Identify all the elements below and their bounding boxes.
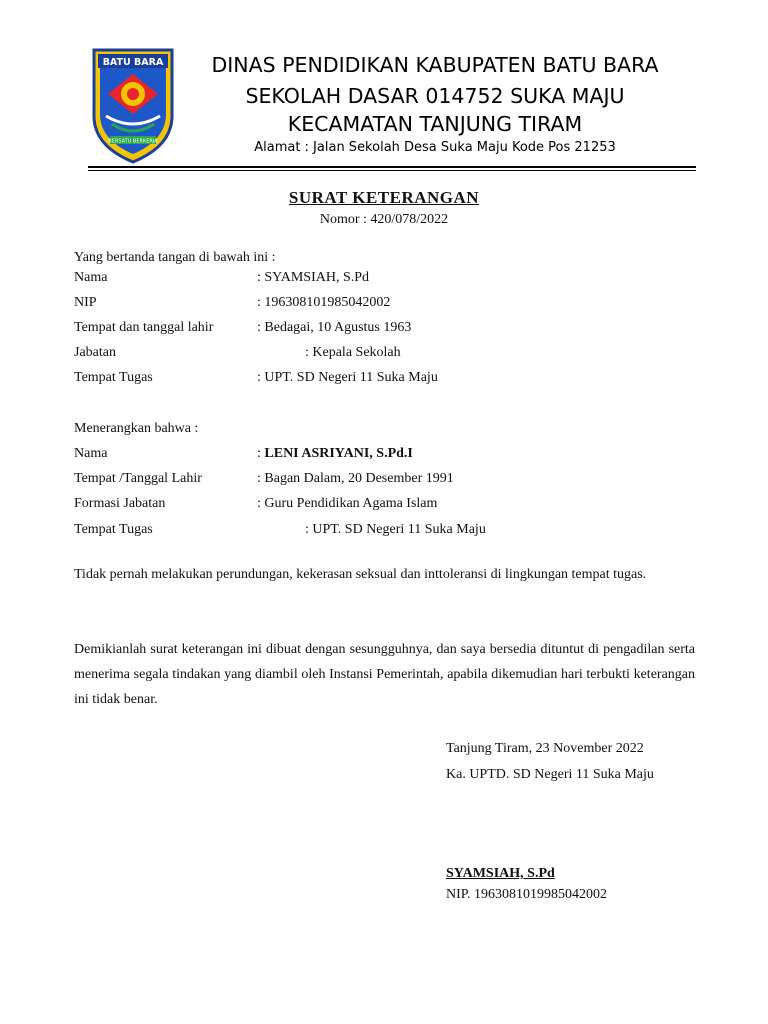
school-name: SEKOLAH DASAR 014752 SUKA MAJU xyxy=(245,84,625,108)
letter-number: Nomor : 420/078/2022 xyxy=(319,212,449,227)
intro-text: Yang bertanda tangan di bawah ini : xyxy=(74,250,276,265)
subject-workplace-label: Tempat Tugas xyxy=(74,522,153,537)
subject-name-value xyxy=(257,446,413,462)
subject-position-label: Formasi Jabatan xyxy=(74,496,166,511)
signer-nip-label: NIP xyxy=(74,295,97,310)
signer-nip-value: : 196308101985042002 xyxy=(257,295,391,310)
subject-name-colon: : xyxy=(257,446,265,461)
logo-text: BATU BARA xyxy=(102,57,164,68)
signature-position: Ka. UPTD. SD Negeri 11 Suka Maju xyxy=(446,767,654,782)
closing-paragraph: Demikianlah surat keterangan ini dibuat dengan sesungguhnya, dan saya bersedia dituntut di pengadilan serta menerima segala tindakan yang diambil oleh Instansi Pemerintah, apabila dikemudian hari terbukti keterangan ini tidak benar. xyxy=(74,642,695,707)
letter-title: SURAT KETERANGAN xyxy=(288,188,480,207)
signature-name: SYAMSIAH, S.Pd xyxy=(446,866,555,881)
header-divider-thick xyxy=(88,166,696,168)
signer-position-value: : Kepala Sekolah xyxy=(305,345,401,360)
signer-birth-value: : Bedagai, 10 Agustus 1963 xyxy=(257,320,412,335)
batu-bara-regency-logo xyxy=(88,46,178,166)
signer-name-label: Nama xyxy=(74,270,108,285)
logo-motto: BERSATU BERKERJA xyxy=(108,138,158,145)
subject-workplace-value: : UPT. SD Negeri 11 Suka Maju xyxy=(305,522,486,537)
signer-workplace-value: : UPT. SD Negeri 11 Suka Maju xyxy=(257,370,438,385)
subject-birth-value: : Bagan Dalam, 20 Desember 1991 xyxy=(257,471,454,486)
statement-paragraph: Tidak pernah melakukan perundungan, kekerasan seksual dan inttoleransi di lingkungan tempat tugas. xyxy=(74,567,647,582)
subject-position-value: : Guru Pendidikan Agama Islam xyxy=(257,496,438,511)
district-name: KECAMATAN TANJUNG TIRAM xyxy=(287,112,583,136)
signer-workplace-label: Tempat Tugas xyxy=(74,370,153,385)
signer-position-label: Jabatan xyxy=(74,345,116,360)
school-address: Alamat : Jalan Sekolah Desa Suka Maju Kode Pos 21253 xyxy=(254,140,616,155)
subject-name: LENI ASRIYANI, S.Pd.I xyxy=(264,446,413,461)
header-divider-thin xyxy=(88,170,696,171)
subject-birth-label: Tempat /Tanggal Lahir xyxy=(74,471,202,486)
signer-birth-label: Tempat dan tanggal lahir xyxy=(74,320,214,335)
declares-text: Menerangkan bahwa : xyxy=(74,421,199,436)
agency-name: DINAS PENDIDIKAN KABUPATEN BATU BARA xyxy=(211,53,659,77)
signature-place-date: Tanjung Tiram, 23 November 2022 xyxy=(446,741,644,756)
signer-name-value: : SYAMSIAH, S.Pd xyxy=(257,270,370,285)
signature-nip: NIP. 1963081019985042002 xyxy=(446,887,608,902)
subject-name-label: Nama xyxy=(74,446,108,461)
